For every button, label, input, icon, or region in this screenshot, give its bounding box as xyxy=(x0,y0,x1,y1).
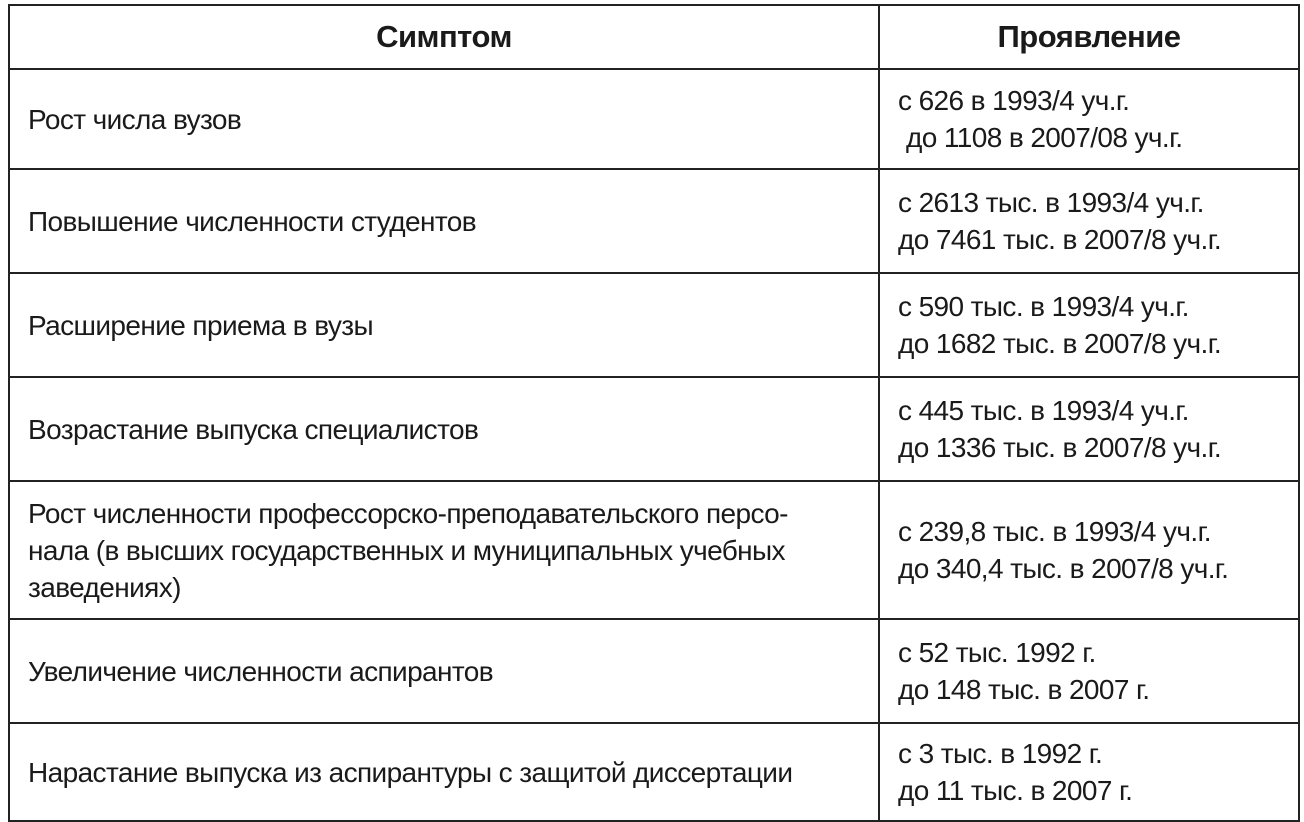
table-row xyxy=(9,273,1299,377)
manifestation-to: до 11 тыс. в 2007 г. xyxy=(898,775,1133,806)
symptom-text: Расширение приема в вузы xyxy=(28,309,374,341)
manifestation-from: с 626 в 1993/4 уч.г. xyxy=(898,85,1130,116)
table-row xyxy=(9,481,1299,619)
table-row xyxy=(9,619,1299,723)
manifestation-to: до 1682 тыс. в 2007/8 уч.г. xyxy=(898,328,1222,359)
manifestation-to: до 1336 тыс. в 2007/8 уч.г. xyxy=(898,432,1222,463)
table-row xyxy=(9,723,1299,821)
symptom-cell xyxy=(9,273,879,377)
symptom-text: Возрастание выпуска специалистов xyxy=(28,413,479,445)
manifestation-from: с 3 тыс. в 1992 г. xyxy=(898,738,1103,769)
manifestation-to: до 7461 тыс. в 2007/8 уч.г. xyxy=(898,224,1222,255)
table-row xyxy=(9,377,1299,481)
symptom-cell xyxy=(9,377,879,481)
symptom-text: Рост числа вузов xyxy=(28,103,242,135)
manifestation-cell xyxy=(879,169,1299,273)
symptom-cell xyxy=(9,481,879,619)
table-row xyxy=(9,169,1299,273)
symptoms-table-container xyxy=(8,4,1298,816)
symptoms-table xyxy=(8,4,1300,822)
symptom-cell xyxy=(9,619,879,723)
symptom-text: Увеличение численности аспирантов xyxy=(28,655,494,687)
manifestation-cell xyxy=(879,69,1299,169)
manifestation-from: с 239,8 тыс. в 1993/4 уч.г. xyxy=(898,516,1211,547)
table-row xyxy=(9,69,1299,169)
symptom-text: Повышение численности студентов xyxy=(28,205,477,237)
symptom-text-line-2: нала (в высших государственных и муниципальных учебных xyxy=(28,534,785,566)
manifestation-cell xyxy=(879,619,1299,723)
header-manifestation: Проявление xyxy=(879,5,1299,69)
symptom-cell xyxy=(9,723,879,821)
manifestation-to: до 1108 в 2007/08 уч.г. xyxy=(906,122,1183,153)
symptom-cell xyxy=(9,169,879,273)
symptom-cell xyxy=(9,69,879,169)
manifestation-to: до 148 тыс. в 2007 г. xyxy=(898,674,1150,705)
header-symptom: Симптом xyxy=(9,5,879,69)
symptom-text-line-3: заведениях) xyxy=(28,571,181,603)
manifestation-from: с 2613 тыс. в 1993/4 уч.г. xyxy=(898,187,1204,218)
manifestation-cell xyxy=(879,481,1299,619)
manifestation-cell xyxy=(879,723,1299,821)
symptom-text-line-1: Рост численности профессорско-преподавательского персо- xyxy=(28,497,788,529)
manifestation-cell xyxy=(879,377,1299,481)
manifestation-from: с 52 тыс. 1992 г. xyxy=(898,637,1096,668)
manifestation-to: до 340,4 тыс. в 2007/8 уч.г. xyxy=(898,553,1229,584)
symptom-text: Нарастание выпуска из аспирантуры с защитой диссертации xyxy=(28,756,793,788)
table-header-row xyxy=(9,5,1299,69)
manifestation-cell xyxy=(879,273,1299,377)
manifestation-from: с 445 тыс. в 1993/4 уч.г. xyxy=(898,395,1189,426)
manifestation-from: с 590 тыс. в 1993/4 уч.г. xyxy=(898,291,1189,322)
